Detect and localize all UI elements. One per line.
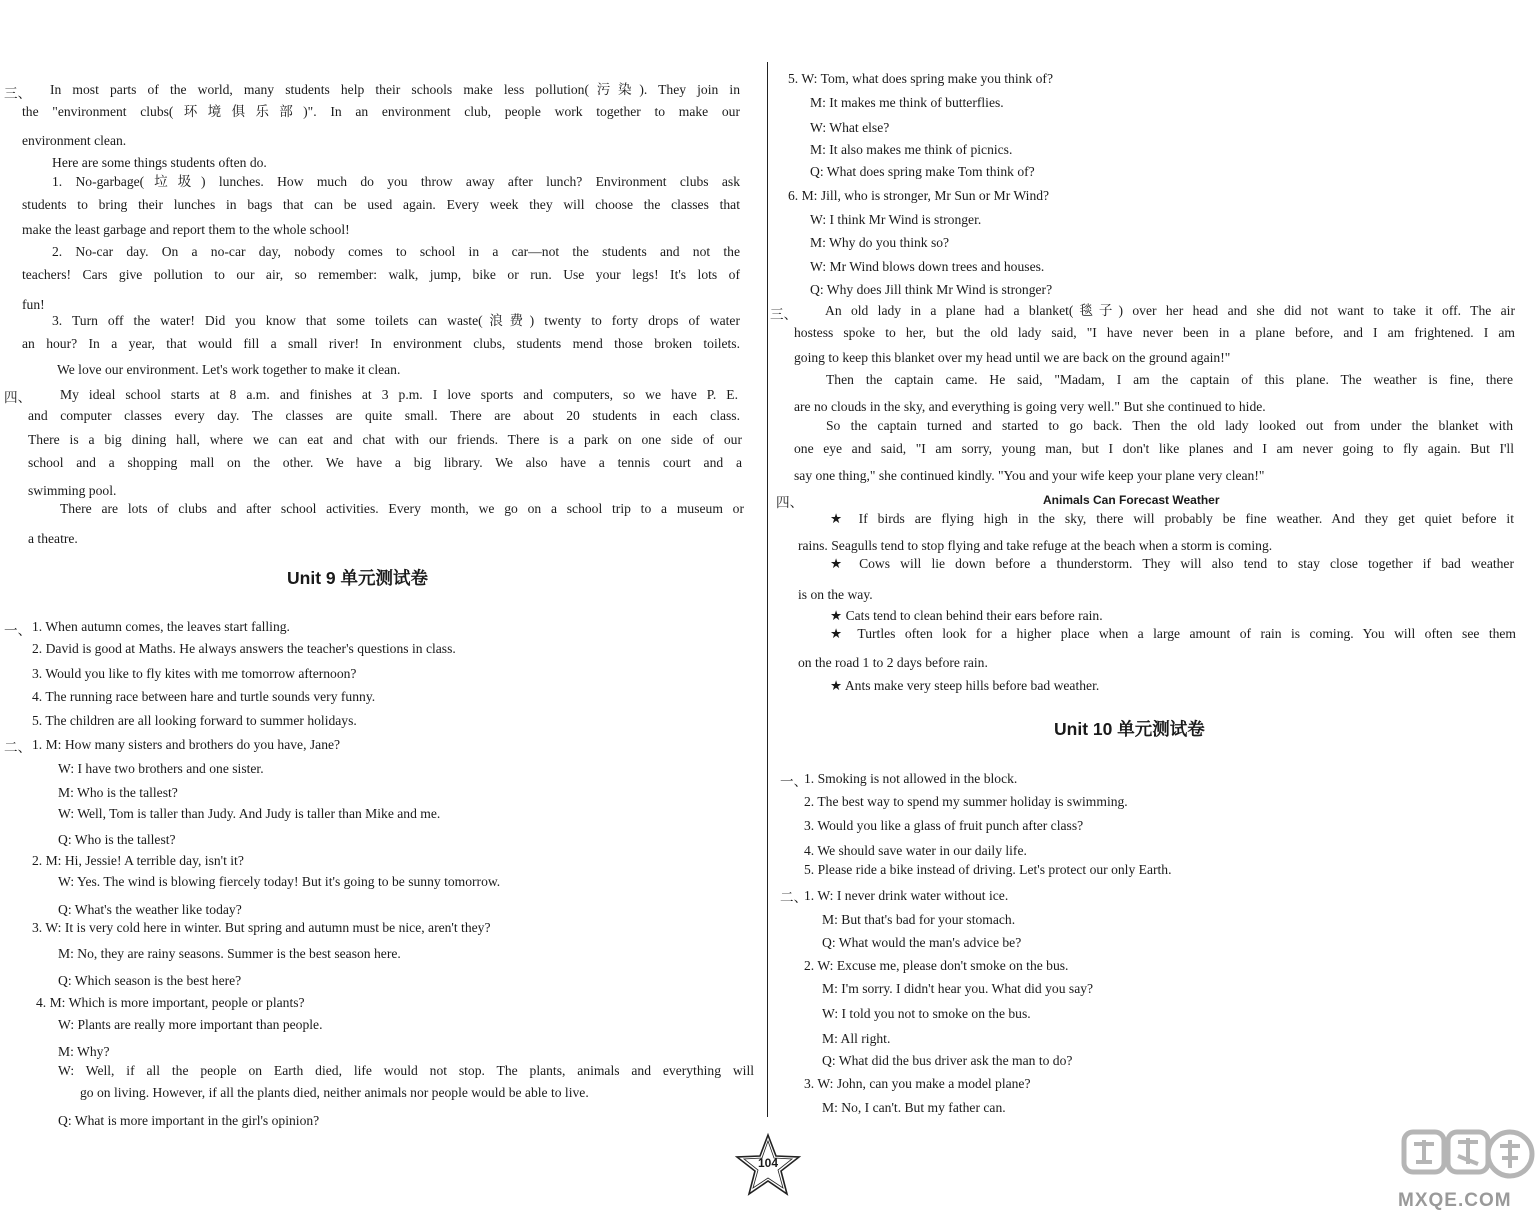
list-item: W: Mr Wind blows down trees and houses.	[810, 259, 1045, 274]
section-label: 四、	[776, 495, 804, 510]
list-item: M: No, they are rainy seasons. Summer is the best season here.	[58, 946, 401, 961]
text-line: 3. Turn off the water! Did you know that some toilets can waste(浪费) twenty to forty drops of water	[52, 313, 740, 328]
section-label: 一、	[780, 774, 808, 789]
list-item: 3. Would you like a glass of fruit punch after class?	[804, 818, 1084, 833]
list-item: Q: What does spring make Tom think of?	[810, 164, 1035, 179]
text-line: rains. Seagulls tend to stop flying and take refuge at the beach when a storm is coming.	[798, 538, 1273, 553]
unit10-title: Unit 10 单元测试卷	[1054, 719, 1205, 739]
text-line: students to bring their lunches in bags that can be used again. Every week they will choose the classes that	[22, 197, 740, 212]
list-item: M: All right.	[822, 1031, 891, 1046]
list-item: Q: Which season is the best here?	[58, 973, 242, 988]
list-item: Q: Who is the tallest?	[58, 832, 176, 847]
list-item: M: It also makes me think of picnics.	[810, 142, 1013, 157]
list-item: 4. The running race between hare and turtle sounds very funny.	[32, 689, 376, 704]
text-line: swimming pool.	[28, 483, 117, 498]
page-number-badge	[733, 1132, 803, 1198]
text-line: on the road 1 to 2 days before rain.	[798, 655, 988, 670]
list-item: Q: What is more important in the girl's opinion?	[58, 1113, 320, 1128]
text-line: an hour? In a year, that would fill a small river! In environment clubs, students mend those broken toilets.	[22, 336, 740, 351]
text-line: Here are some things students often do.	[52, 155, 267, 170]
text-line: ★ Ants make very steep hills before bad weather.	[830, 678, 1100, 693]
section-label: 三、	[4, 86, 32, 101]
list-item: Q: What would the man's advice be?	[822, 935, 1022, 950]
list-item: Q: Why does Jill think Mr Wind is stronger?	[810, 282, 1053, 297]
list-item: 6. M: Jill, who is stronger, Mr Sun or Mr Wind?	[788, 188, 1050, 203]
section-label: 三、	[770, 307, 798, 322]
list-item: M: Why?	[58, 1044, 110, 1059]
list-item: 2. M: Hi, Jessie! A terrible day, isn't it?	[32, 853, 244, 868]
list-item: W: Yes. The wind is blowing fiercely today! But it's going to be sunny tomorrow.	[58, 874, 501, 889]
text-line: ★ Cats tend to clean behind their ears before rain.	[830, 608, 1103, 623]
text-line: In most parts of the world, many students help their schools make less pollution(污染). They join in	[50, 82, 740, 97]
text-line: There is a big dining hall, where we can eat and chat with our friends. There is a park on one side of our	[28, 432, 742, 447]
section-label: 四、	[4, 390, 32, 405]
list-item: 5. Please ride a bike instead of driving. Let's protect our only Earth.	[804, 862, 1172, 877]
text-line: teachers! Cars give pollution to our air, so remember: walk, jump, bike or run. Use your legs! It's lots of	[22, 267, 740, 282]
text-line: ★ If birds are flying high in the sky, there will probably be fine weather. And they get quiet before it	[830, 511, 1514, 526]
text-line: Then the captain came. He said, "Madam, I am the captain of this plane. The weather is fine, there	[826, 372, 1513, 387]
text-line: fun!	[22, 297, 45, 312]
text-line: a theatre.	[28, 531, 78, 546]
list-item: M: No, I can't. But my father can.	[822, 1100, 1006, 1115]
column-divider	[767, 62, 768, 1117]
text-line: So the captain turned and started to go back. Then the old lady looked out from under the blanket with	[826, 418, 1513, 433]
list-item: W: Well, Tom is taller than Judy. And Judy is taller than Mike and me.	[58, 806, 441, 821]
text-line: My ideal school starts at 8 a.m. and finishes at 3 p.m. I love sports and computers, so we have P. E.	[60, 387, 738, 402]
text-line: one eye and said, "I am sorry, young man, but I don't like planes and I am never going to fly again. But I'll	[794, 441, 1514, 456]
text-line: There are lots of clubs and after school activities. Every month, we go on a school trip to a museum or	[60, 501, 744, 516]
list-item: W: Plants are really more important than people.	[58, 1017, 323, 1032]
list-item: Q: What did the bus driver ask the man to do?	[822, 1053, 1073, 1068]
text-line: ★ Cows will lie down before a thunderstorm. They will also tend to stay close together if bad weather	[830, 556, 1514, 571]
list-item: Q: What's the weather like today?	[58, 902, 242, 917]
text-line: ★ Turtles often look for a higher place when a large amount of rain is coming. You will often see them	[830, 626, 1516, 641]
text-line: school and a shopping mall on the other. We have a big library. We also have a tennis court and a	[28, 455, 742, 470]
text-line: make the least garbage and report them to the whole school!	[22, 222, 350, 237]
list-item: M: Why do you think so?	[810, 235, 950, 250]
list-item: M: It makes me think of butterflies.	[810, 95, 1004, 110]
list-item: M: Who is the tallest?	[58, 785, 178, 800]
list-item: 3. Would you like to fly kites with me tomorrow afternoon?	[32, 666, 357, 681]
text-line: the "environment clubs(环境俱乐部)". In an environment club, people work together to make our	[22, 104, 740, 119]
list-item: M: But that's bad for your stomach.	[822, 912, 1016, 927]
list-item: go on living. However, if all the plants died, neither animals nor people would be able to live.	[80, 1085, 589, 1100]
list-item: W: I think Mr Wind is stronger.	[810, 212, 982, 227]
text-line: going to keep this blanket over my head until we are back on the ground again!"	[794, 350, 1231, 365]
list-item: 4. We should save water in our daily life.	[804, 843, 1027, 858]
list-item: W: I told you not to smoke on the bus.	[822, 1006, 1031, 1021]
watermark-text: MXQE.COM	[1398, 1190, 1512, 1211]
list-item: M: I'm sorry. I didn't hear you. What did you say?	[822, 981, 1094, 996]
list-item: 3. W: It is very cold here in winter. But spring and autumn must be nice, aren't they?	[32, 920, 491, 935]
list-item: 5. The children are all looking forward to summer holidays.	[32, 713, 357, 728]
list-item: 2. The best way to spend my summer holiday is swimming.	[804, 794, 1128, 809]
list-item: 2. W: Excuse me, please don't smoke on the bus.	[804, 958, 1069, 973]
list-item: 1. W: I never drink water without ice.	[804, 888, 1009, 903]
text-line: An old lady in a plane had a blanket(毯子) over her head and she did not want to take it off. The air	[825, 303, 1515, 318]
section-label: 二、	[780, 890, 808, 905]
text-line: 1. No-garbage(垃圾) lunches. How much do you throw away after lunch? Environment clubs ask	[52, 174, 740, 189]
text-line: and computer classes every day. The classes are quite small. There are about 20 students in each class.	[28, 408, 740, 423]
list-item: 1. Smoking is not allowed in the block.	[804, 771, 1018, 786]
list-item: 5. W: Tom, what does spring make you think of?	[788, 71, 1053, 86]
page-number: 104	[757, 1156, 779, 1170]
passage-title: Animals Can Forecast Weather	[1043, 493, 1220, 507]
list-item: 1. M: How many sisters and brothers do you have, Jane?	[32, 737, 341, 752]
section-label: 二、	[4, 740, 32, 755]
list-item: 1. When autumn comes, the leaves start falling.	[32, 619, 290, 634]
list-item: W: Well, if all the people on Earth died, life would not stop. The plants, animals and everything will	[58, 1063, 754, 1078]
text-line: say one thing," she continued kindly. "You and your wife keep your plane very clean!"	[794, 468, 1265, 483]
list-item: W: What else?	[810, 120, 890, 135]
text-line: are no clouds in the sky, and everything is going very well." But she continued to hide.	[794, 399, 1266, 414]
text-line: We love our environment. Let's work together to make it clean.	[57, 362, 401, 377]
list-item: 3. W: John, can you make a model plane?	[804, 1076, 1031, 1091]
unit9-title: Unit 9 单元测试卷	[287, 568, 428, 588]
text-line: hostess spoke to her, but the old lady said, "I have never been in a plane before, and I am frightened. I am	[794, 325, 1515, 340]
list-item: 4. M: Which is more important, people or plants?	[36, 995, 305, 1010]
text-line: is on the way.	[798, 587, 873, 602]
section-label: 一、	[4, 623, 32, 638]
text-line: 2. No-car day. On a no-car day, nobody comes to school in a car—not the students and not the	[52, 244, 740, 259]
list-item: 2. David is good at Maths. He always answers the teacher's questions in class.	[32, 641, 456, 656]
text-line: environment clean.	[22, 133, 127, 148]
list-item: W: I have two brothers and one sister.	[58, 761, 264, 776]
